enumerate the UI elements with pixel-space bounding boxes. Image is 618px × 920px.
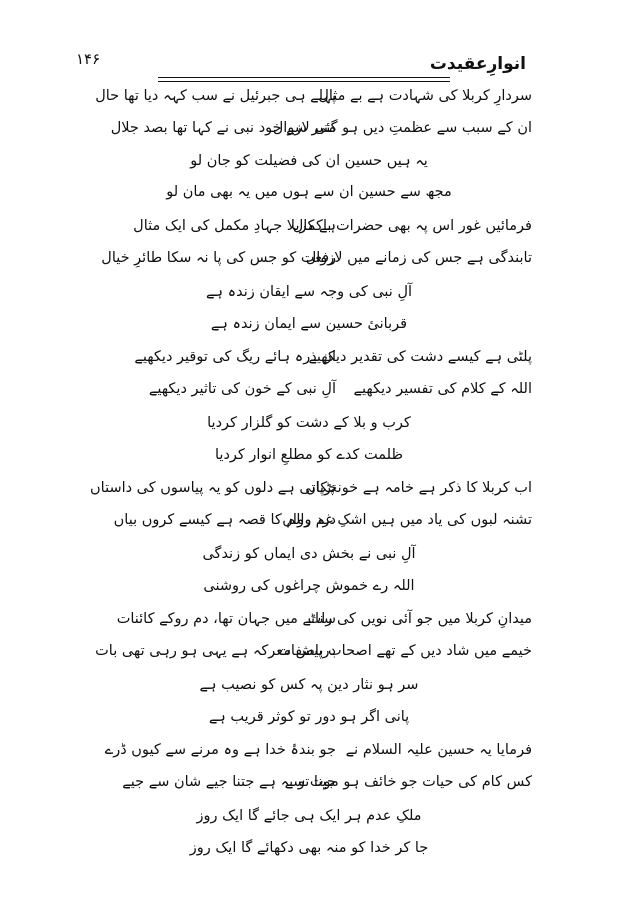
verse-second-misra: ان ذرہ ہائے ریگ کی توقیر دیکھیے xyxy=(134,349,336,365)
verse-second-misra: ہے کربلا جہادِ مکمل کی ایک مثال xyxy=(133,218,336,234)
verse-first-misra: تشنہ لبوں کی یاد میں ہیں اشکِ غم رواں xyxy=(282,512,532,528)
refrain-couplet-line: کرب و بلا کے دشت کو گلزار کردیا xyxy=(207,415,411,431)
refrain-couplet-line: مجھ سے حسین ان سے ہوں میں یہ بھی مان لو xyxy=(166,184,452,200)
verse-second-misra: جینا تو یہ ہے جتنا جیے شان سے جیے xyxy=(122,774,336,790)
refrain-couplet-line: آلِ نبی کی وجہ سے ایقان زندہ ہے xyxy=(205,284,413,300)
verse-first-misra: سردارِ کربلا کی شہادت ہے بے مثال xyxy=(318,88,532,104)
refrain-couplet-line: یہ ہیں حسین ان کی فضیلت کو جان لو xyxy=(190,153,428,169)
verse-second-misra: درپیش معرکہ ہے یہی ہو رہی تھی بات xyxy=(95,643,336,659)
verse-second-misra: رفعت کو جس کی پا نہ سکا طائرِ خیال xyxy=(101,250,336,266)
verse-second-misra: تڑپاتی ہے دلوں کو یہ پیاسوں کی داستاں xyxy=(90,480,336,496)
verse-second-misra: منبر سے خود نبی نے کہا تھا بصد جلال xyxy=(110,120,336,136)
refrain-couplet-line: قربانیٔ حسین سے ایمان زندہ ہے xyxy=(210,316,408,332)
verse-first-misra: فرمائیں غور اس پہ بھی حضرات باکمال xyxy=(292,218,532,234)
running-head-title: انوارِعقیدت xyxy=(429,54,526,74)
verse-first-misra: پلٹی ہے کیسے دشت کی تقدیر دیکھیے xyxy=(308,349,532,365)
verse-first-misra: ان کے سبب سے عظمتِ دیں ہو گئی لازوال xyxy=(272,120,532,136)
verse-second-misra: جو بندۂ خدا ہے وہ مرنے سے کیوں ڈرے xyxy=(104,742,336,758)
refrain-couplet-line: آلِ نبی نے بخش دی ایماں کو زندگی xyxy=(202,546,416,562)
verse-first-misra: خیمے میں شاد دیں کے تھے اصحاب باصفات xyxy=(277,643,532,659)
verse-first-misra: تابندگی ہے جس کی زمانے میں لازوال xyxy=(305,250,532,266)
refrain-couplet-line: پانی اگر ہو دور تو کوثر قریب ہے xyxy=(208,709,410,725)
verse-second-misra: درد والم کا قصہ ہے کیسے کروں بیاں xyxy=(113,512,336,528)
refrain-couplet-line: سر ہو نثار دین پہ کس کو نصیب ہے xyxy=(199,677,419,693)
verse-first-misra: میدانِ کربلا میں جو آئی نویں کی رات xyxy=(307,611,532,627)
verse-second-misra: سناٹے میں جہان تھا، دم روکے کائنات xyxy=(116,611,336,627)
verse-second-misra: پہلے ہی جبرئیل نے سب کہہ دیا تھا حال xyxy=(95,88,336,104)
refrain-couplet-line: ظلمت کدے کو مطلعِ انوار کردیا xyxy=(215,447,403,463)
verse-first-misra: فرمایا یہ حسین علیہ السلام نے xyxy=(345,742,532,758)
verse-first-misra: اللہ کے کلام کی تفسیر دیکھیے xyxy=(353,381,532,397)
verse-second-misra: آلِ نبی کے خون کی تاثیر دیکھیے xyxy=(148,381,336,397)
refrain-couplet-line: اللہ رے خموش چراغوں کی روشنی xyxy=(203,578,415,594)
verse-first-misra: اب کربلا کا ذکر ہے خامہ ہے خونچکاں xyxy=(305,480,532,496)
header-rule xyxy=(158,81,450,82)
verse-first-misra: کس کام کی حیات جو خائف ہو موت سے xyxy=(284,774,532,790)
page-number: ۱۴۶ xyxy=(76,50,101,68)
refrain-couplet-line: جا کر خدا کو منہ بھی دکھائے گا ایک روز xyxy=(189,840,429,856)
header-rule xyxy=(158,77,450,78)
refrain-couplet-line: ملکِ عدم ہر ایک ہی جائے گا ایک روز xyxy=(196,808,422,824)
